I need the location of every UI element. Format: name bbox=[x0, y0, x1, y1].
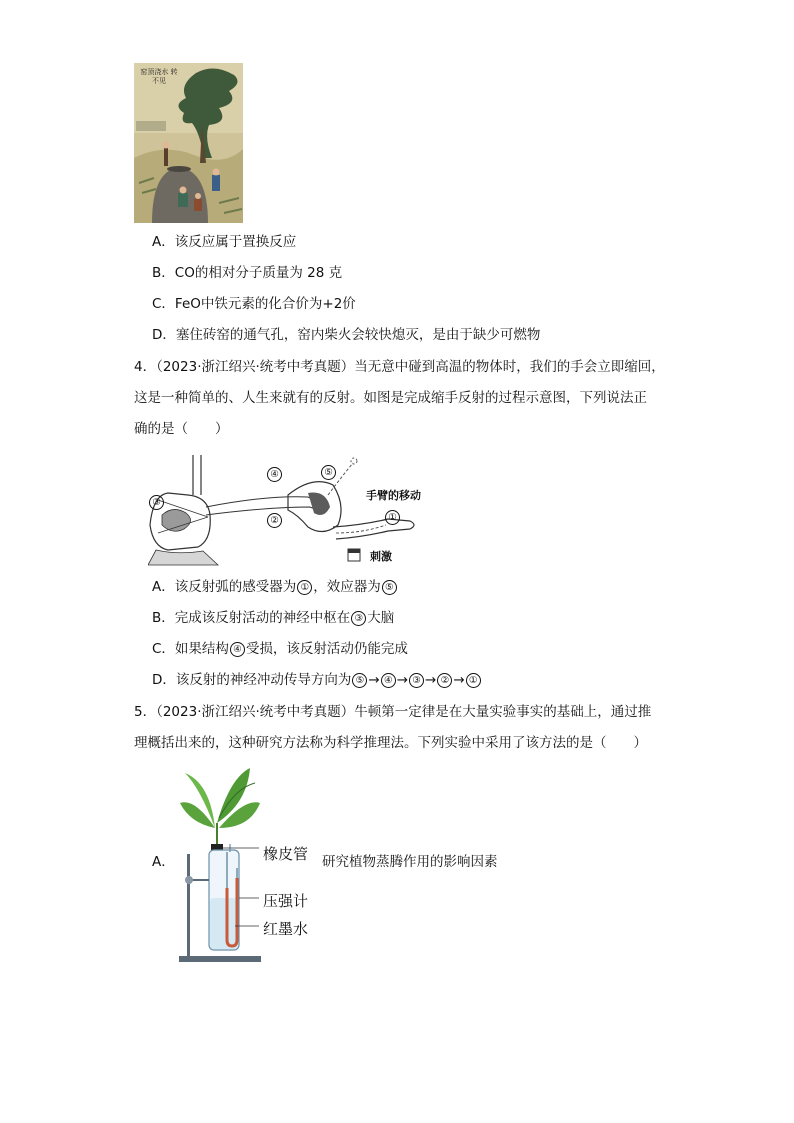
circled-4: ④ bbox=[230, 642, 245, 657]
circled-3: ③ bbox=[351, 611, 366, 626]
q3-option-c: C．FeO中铁元素的化合价为+2价 bbox=[152, 296, 356, 312]
label-pressure-gauge: 压强计 bbox=[263, 892, 309, 910]
q5-stem-line-2: 理概括出来的，这种研究方法称为科学推理法。下列实验中采用了该方法的是（ ） bbox=[134, 735, 647, 751]
q5-stem-line-1: 5．（2023·浙江绍兴·统考中考真题）牛顿第一定律是在大量实验事实的基础上，通过推 bbox=[134, 704, 652, 720]
q3-option-a: A．该反应属于置换反应 bbox=[152, 234, 297, 250]
q4-option-c: C．如果结构 ④ 受损，该反射活动仍能完成 bbox=[152, 641, 408, 657]
marker-4: ④ bbox=[267, 467, 282, 482]
q4-option-b: B．完成该反射活动的神经中枢在 ③ 大脑 bbox=[152, 610, 395, 626]
marker-1: ① bbox=[385, 510, 400, 525]
q4-option-d: D．该反射的神经冲动传导方向为 ⑤ → ④ → ③ → ② → ① bbox=[152, 670, 482, 690]
marker-2: ② bbox=[267, 513, 282, 528]
label-rubber-tube: 橡皮管 bbox=[263, 845, 309, 863]
circled-5: ⑤ bbox=[382, 580, 397, 595]
q4-option-a: A．该反射弧的感受器为 ① ，效应器为 ⑤ bbox=[152, 577, 398, 597]
q4-stem-line-1: 4．（2023·浙江绍兴·统考中考真题）当无意中碰到高温的物体时，我们的手会立即缩回， bbox=[134, 359, 665, 375]
marker-5: ⑤ bbox=[321, 465, 336, 480]
q4-stem-line-2: 这是一种简单的、人生来就有的反射。如图是完成缩手反射的过程示意图，下列说法正 bbox=[134, 390, 647, 406]
reflex-arc-diagram bbox=[148, 455, 438, 567]
q5-option-a-text: 研究植物蒸腾作用的影响因素 bbox=[322, 854, 498, 870]
ancient-kiln-painting bbox=[134, 63, 243, 223]
q4-stem-line-3: 确的是（ ） bbox=[134, 421, 229, 437]
q5-option-a-letter: A． bbox=[152, 854, 175, 870]
circled-1: ① bbox=[297, 580, 312, 595]
marker-3: ③ bbox=[149, 495, 164, 510]
label-arm-movement: 手臂的移动 bbox=[366, 489, 421, 502]
label-red-ink: 红墨水 bbox=[263, 920, 309, 938]
label-stimulus: 刺激 bbox=[370, 550, 392, 563]
painting-caption: 窑顶浇水 转不见 bbox=[140, 68, 178, 85]
q3-option-b: B．CO的相对分子质量为 28 克 bbox=[152, 265, 343, 281]
q3-option-d: D．塞住砖窑的通气孔，窑内柴火会较快熄灭，是由于缺少可燃物 bbox=[152, 327, 541, 343]
